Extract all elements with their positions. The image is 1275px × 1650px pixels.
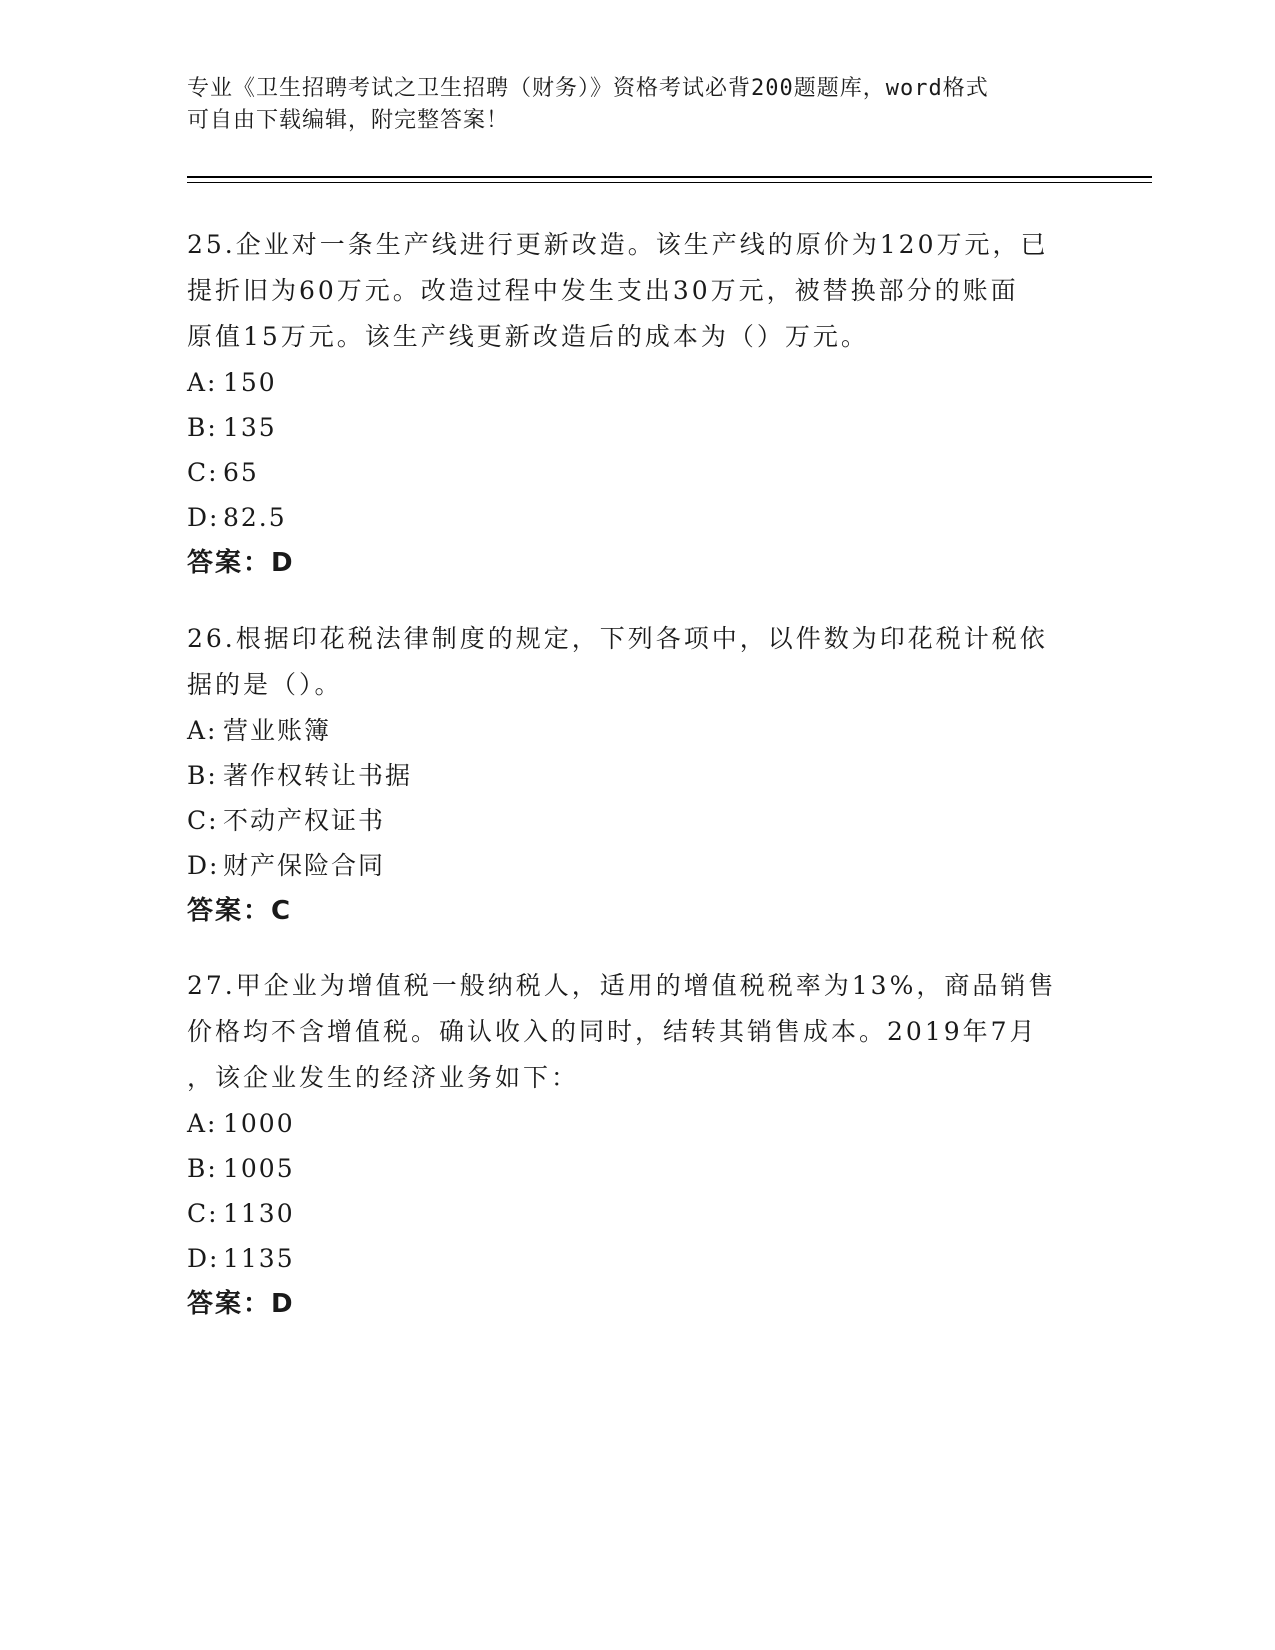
option-b: B: 135 bbox=[187, 413, 277, 442]
option-d: D: 1135 bbox=[187, 1244, 295, 1273]
stem-line: 据的是（）。 bbox=[187, 670, 343, 699]
option-d: D: 财产保险合同 bbox=[187, 851, 386, 880]
option-c: C: 不动产权证书 bbox=[187, 806, 386, 835]
document-header bbox=[187, 73, 1067, 137]
question-stem bbox=[187, 616, 1087, 708]
stem-line: 价格均不含增值税。确认收入的同时，结转其销售成本。2019年7月 bbox=[187, 1017, 1038, 1046]
header-line-2: 可自由下载编辑，附完整答案！ bbox=[187, 108, 510, 133]
option-b: B: 1005 bbox=[187, 1154, 295, 1183]
answer-label: 答案：D bbox=[187, 548, 295, 578]
option-a: A: 营业账簿 bbox=[187, 716, 332, 745]
question-26 bbox=[187, 616, 1087, 934]
header-line-1: 专业《卫生招聘考试之卫生招聘（财务）》资格考试必背200题题库，word格式 bbox=[187, 76, 989, 101]
option-a: A: 150 bbox=[187, 368, 277, 397]
stem-line: 原值15万元。该生产线更新改造后的成本为（）万元。 bbox=[187, 322, 869, 351]
answer-label: 答案：C bbox=[187, 896, 293, 926]
header-divider-thin bbox=[187, 182, 1152, 183]
question-stem bbox=[187, 222, 1087, 360]
stem-line: 提折旧为60万元。改造过程中发生支出30万元，被替换部分的账面 bbox=[187, 276, 1019, 305]
option-c: C: 1130 bbox=[187, 1199, 295, 1228]
question-stem bbox=[187, 963, 1087, 1101]
header-divider-thick bbox=[187, 176, 1152, 178]
answer-label: 答案：D bbox=[187, 1289, 295, 1319]
stem-line: 26.根据印花税法律制度的规定，下列各项中，以件数为印花税计税依 bbox=[187, 624, 1048, 653]
question-25 bbox=[187, 222, 1087, 586]
stem-line: 27.甲企业为增值税一般纳税人，适用的增值税税率为13%，商品销售 bbox=[187, 971, 1057, 1000]
option-b: B: 著作权转让书据 bbox=[187, 761, 413, 790]
option-c: C: 65 bbox=[187, 458, 259, 487]
stem-line: 25.企业对一条生产线进行更新改造。该生产线的原价为120万元，已 bbox=[187, 230, 1049, 259]
stem-line: ，该企业发生的经济业务如下： bbox=[187, 1063, 580, 1092]
question-27 bbox=[187, 963, 1087, 1327]
option-d: D: 82.5 bbox=[187, 503, 287, 532]
option-a: A: 1000 bbox=[187, 1109, 295, 1138]
